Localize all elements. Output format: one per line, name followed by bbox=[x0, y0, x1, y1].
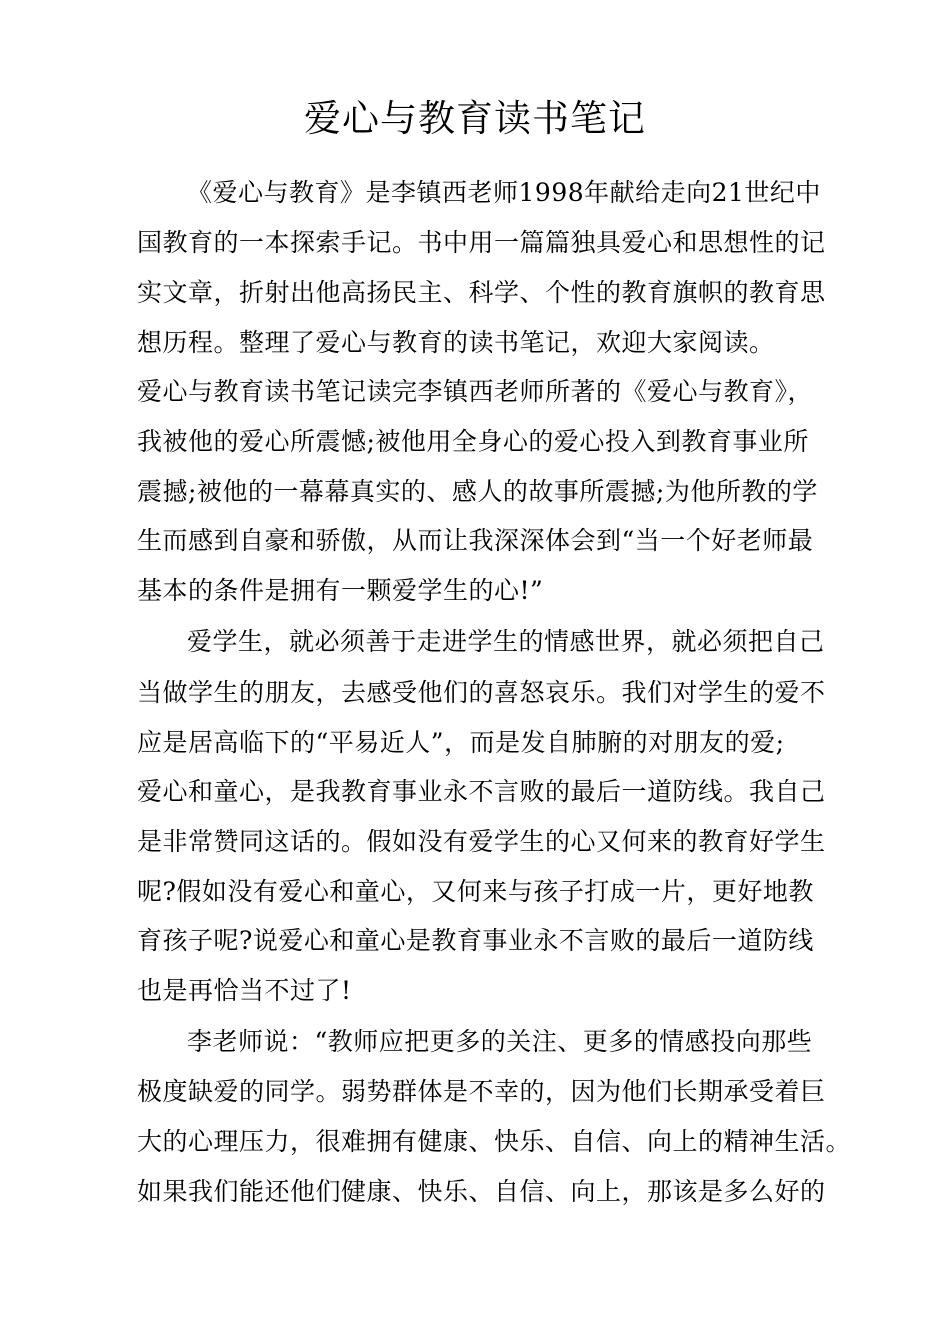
document-title: 爱心与教育读书笔记 bbox=[304, 97, 646, 140]
text-line: 爱心和童心，是我教育事业永不言败的最后一道防线。我自己 bbox=[137, 777, 826, 806]
text-line: 如果我们能还他们健康、快乐、自信、向上，那该是多么好的 bbox=[137, 1177, 826, 1206]
text-line: 《爱心与教育》是李镇西老师1998年献给走向21世纪中 bbox=[187, 178, 821, 207]
text-line: 是非常赞同这话的。假如没有爱学生的心又何来的教育好学生 bbox=[137, 827, 826, 856]
text-line: 我被他的爱心所震憾;被他用全身心的爱心投入到教育事业所 bbox=[137, 427, 809, 456]
text-line: 李老师说：“教师应把更多的关注、更多的情感投向那些 bbox=[187, 1027, 813, 1056]
text-line: 极度缺爱的同学。弱势群体是不幸的，因为他们长期承受着巨 bbox=[137, 1077, 826, 1106]
text-line: 震撼;被他的一幕幕真实的、感人的故事所震撼;为他所教的学 bbox=[137, 477, 818, 506]
text-line: 当做学生的朋友，去感受他们的喜怒哀乐。我们对学生的爱不 bbox=[137, 678, 826, 707]
text-line: 实文章，折射出他高扬民主、科学、个性的教育旗帜的教育思 bbox=[137, 278, 826, 307]
text-line: 爱学生，就必须善于走进学生的情感世界，就必须把自己 bbox=[187, 627, 825, 656]
text-line: 想历程。整理了爱心与教育的读书笔记，欢迎大家阅读。 bbox=[137, 328, 775, 357]
text-line: 也是再恰当不过了! bbox=[137, 976, 352, 1005]
text-line: 国教育的一本探索手记。书中用一篇篇独具爱心和思想性的记 bbox=[137, 228, 826, 257]
text-line: 大的心理压力，很难拥有健康、快乐、自信、向上的精神生活。 bbox=[137, 1127, 852, 1156]
text-line: 应是居高临下的“平易近人”，而是发自肺腑的对朋友的爱; bbox=[137, 728, 785, 757]
text-line: 生而感到自豪和骄傲，从而让我深深体会到“当一个好老师最 bbox=[137, 526, 814, 555]
text-line: 呢?假如没有爱心和童心，又何来与孩子打成一片，更好地教 bbox=[137, 877, 814, 906]
text-line: 爱心与教育读书笔记读完李镇西老师所著的《爱心与教育》， bbox=[137, 377, 814, 406]
text-line: 基本的条件是拥有一颗爱学生的心!” bbox=[137, 576, 544, 605]
text-line: 育孩子呢?说爱心和童心是教育事业永不言败的最后一道防线 bbox=[137, 926, 814, 955]
